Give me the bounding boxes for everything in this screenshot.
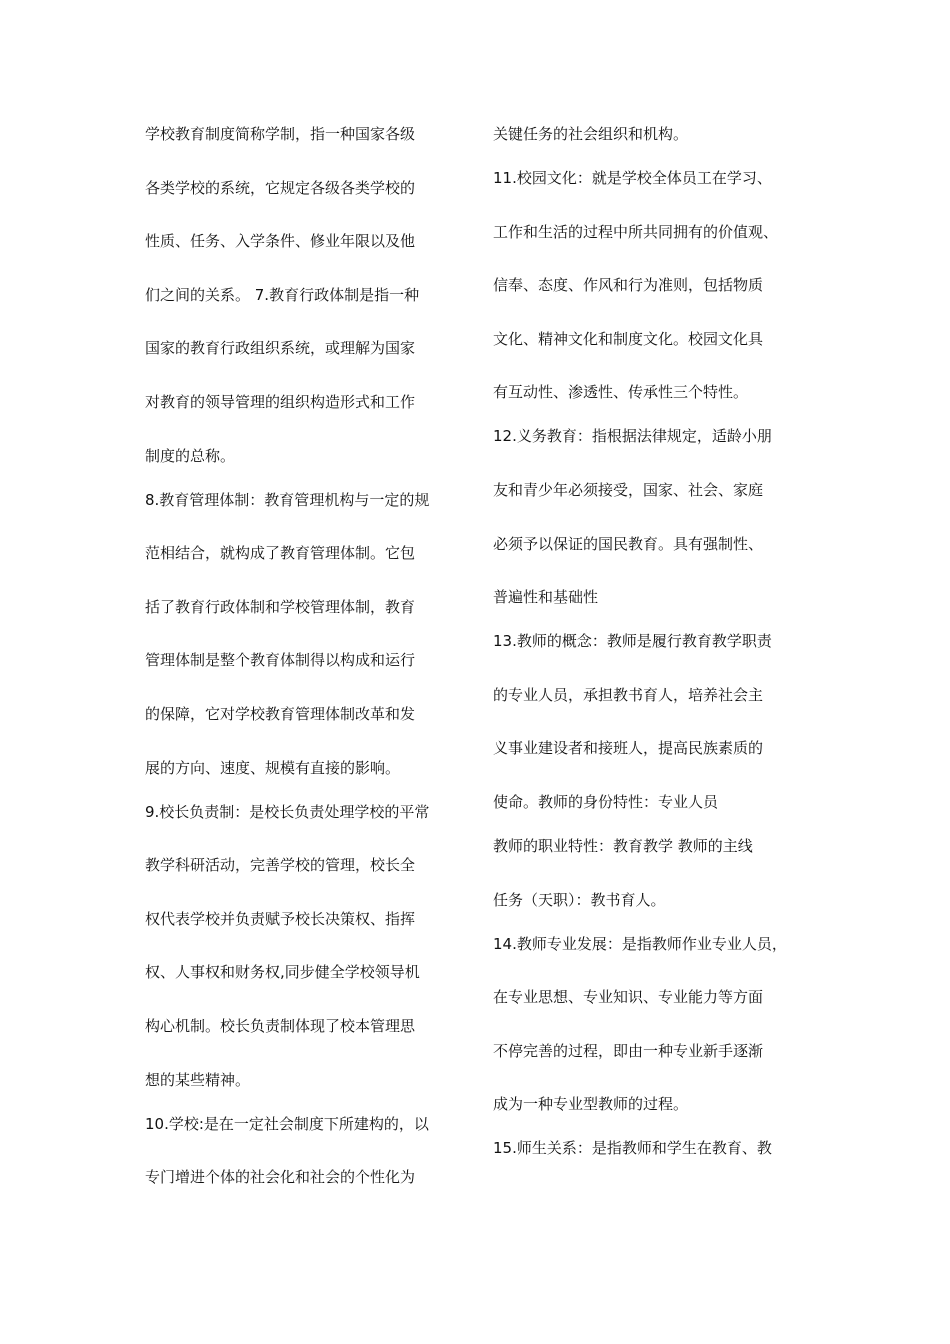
- text-line: 普遍性和基础性: [493, 588, 599, 607]
- text-line: 文化、精神文化和制度文化。校园文化具: [493, 329, 764, 348]
- right-column: [493, 124, 823, 1158]
- text-line: 义事业建设者和接班人，提高民族素质的: [493, 739, 764, 758]
- text-line: 范相结合，就构成了教育管理体制。它包: [145, 544, 416, 563]
- text-line: 使命。教师的身份特性：专业人员: [493, 792, 719, 811]
- paragraph: [493, 124, 823, 144]
- text-line: 管理体制是整个教育体制得以构成和运行: [145, 651, 416, 670]
- paragraph: [145, 1114, 475, 1188]
- text-line: 信奉、态度、作风和行为准则，包括物质: [493, 276, 764, 295]
- text-line: 11.校园文化：就是学校全体员工在学习、: [493, 169, 772, 187]
- text-line: 工作和生活的过程中所共同拥有的价值观、: [493, 222, 779, 241]
- text-line: 10.学校:是在一定社会制度下所建构的，以: [145, 1114, 429, 1133]
- text-line: 教师的职业特性：教育教学 教师的主线: [493, 836, 753, 855]
- paragraph: [145, 490, 475, 778]
- text-line: 的保障，它对学校教育管理体制改革和发: [145, 704, 416, 723]
- text-line: 各类学校的系统，它规定各级各类学校的: [145, 178, 416, 197]
- text-line: 专门增进个体的社会化和社会的个性化为: [145, 1168, 416, 1187]
- text-line: 教学科研活动，完善学校的管理，校长全: [145, 856, 416, 875]
- paragraph: [145, 802, 475, 1090]
- paragraph: [493, 836, 823, 910]
- paragraph: [493, 631, 823, 812]
- text-line: 必须予以保证的国民教育。具有强制性、: [493, 534, 764, 553]
- paragraph: [493, 1138, 823, 1158]
- text-line: 对教育的领导管理的组织构造形式和工作: [145, 392, 416, 411]
- text-line: 在专业思想、专业知识、专业能力等方面: [493, 988, 764, 1007]
- text-line: 不停完善的过程，即由一种专业新手逐渐: [493, 1041, 764, 1060]
- text-line: 15.师生关系：是指教师和学生在教育、教: [493, 1139, 772, 1158]
- text-line: 想的某些精神。: [145, 1070, 251, 1089]
- text-line: 的专业人员，承担教书育人，培养社会主: [493, 685, 764, 704]
- text-line: 们之间的关系。 7.教育行政体制是指一种: [145, 285, 420, 304]
- text-line: 成为一种专业型教师的过程。: [493, 1095, 689, 1114]
- paragraph: [493, 168, 823, 402]
- text-line: 制度的总称。: [145, 446, 236, 465]
- text-line: 12.义务教育：指根据法律规定，适龄小朋: [493, 427, 772, 446]
- text-line: 友和青少年必须接受，国家、社会、家庭: [493, 480, 764, 499]
- text-line: 性质、任务、入学条件、修业年限以及他: [145, 232, 416, 251]
- text-line: 9.校长负责制：是校长负责处理学校的平常: [145, 802, 430, 821]
- text-line: 展的方向、速度、规模有直接的影响。: [145, 758, 401, 777]
- text-line: 关键任务的社会组织和机构。: [493, 125, 689, 143]
- text-line: 有互动性、渗透性、传承性三个特性。: [493, 383, 749, 402]
- left-column: [145, 124, 475, 1187]
- text-line: 8.教育管理体制：教育管理机构与一定的规: [145, 490, 430, 509]
- paragraph: [145, 124, 475, 466]
- text-line: 13.教师的概念：教师是履行教育教学职责: [493, 632, 772, 651]
- text-line: 权、人事权和财务权,同步健全学校领导机: [145, 963, 420, 982]
- text-line: 任务（天职）：教书育人。: [493, 890, 666, 909]
- text-line: 国家的教育行政组织系统，或理解为国家: [145, 339, 416, 358]
- paragraph: [493, 934, 823, 1115]
- text-line: 构心机制。校长负责制体现了校本管理思: [145, 1016, 416, 1035]
- text-line: 权代表学校并负责赋予校长决策权、指挥: [145, 909, 416, 928]
- paragraph: [493, 426, 823, 607]
- text-line: 学校教育制度简称学制，指一种国家各级: [145, 125, 416, 143]
- text-line: 括了教育行政体制和学校管理体制，教育: [145, 597, 416, 616]
- text-line: 14.教师专业发展：是指教师作业专业人员，: [493, 934, 787, 953]
